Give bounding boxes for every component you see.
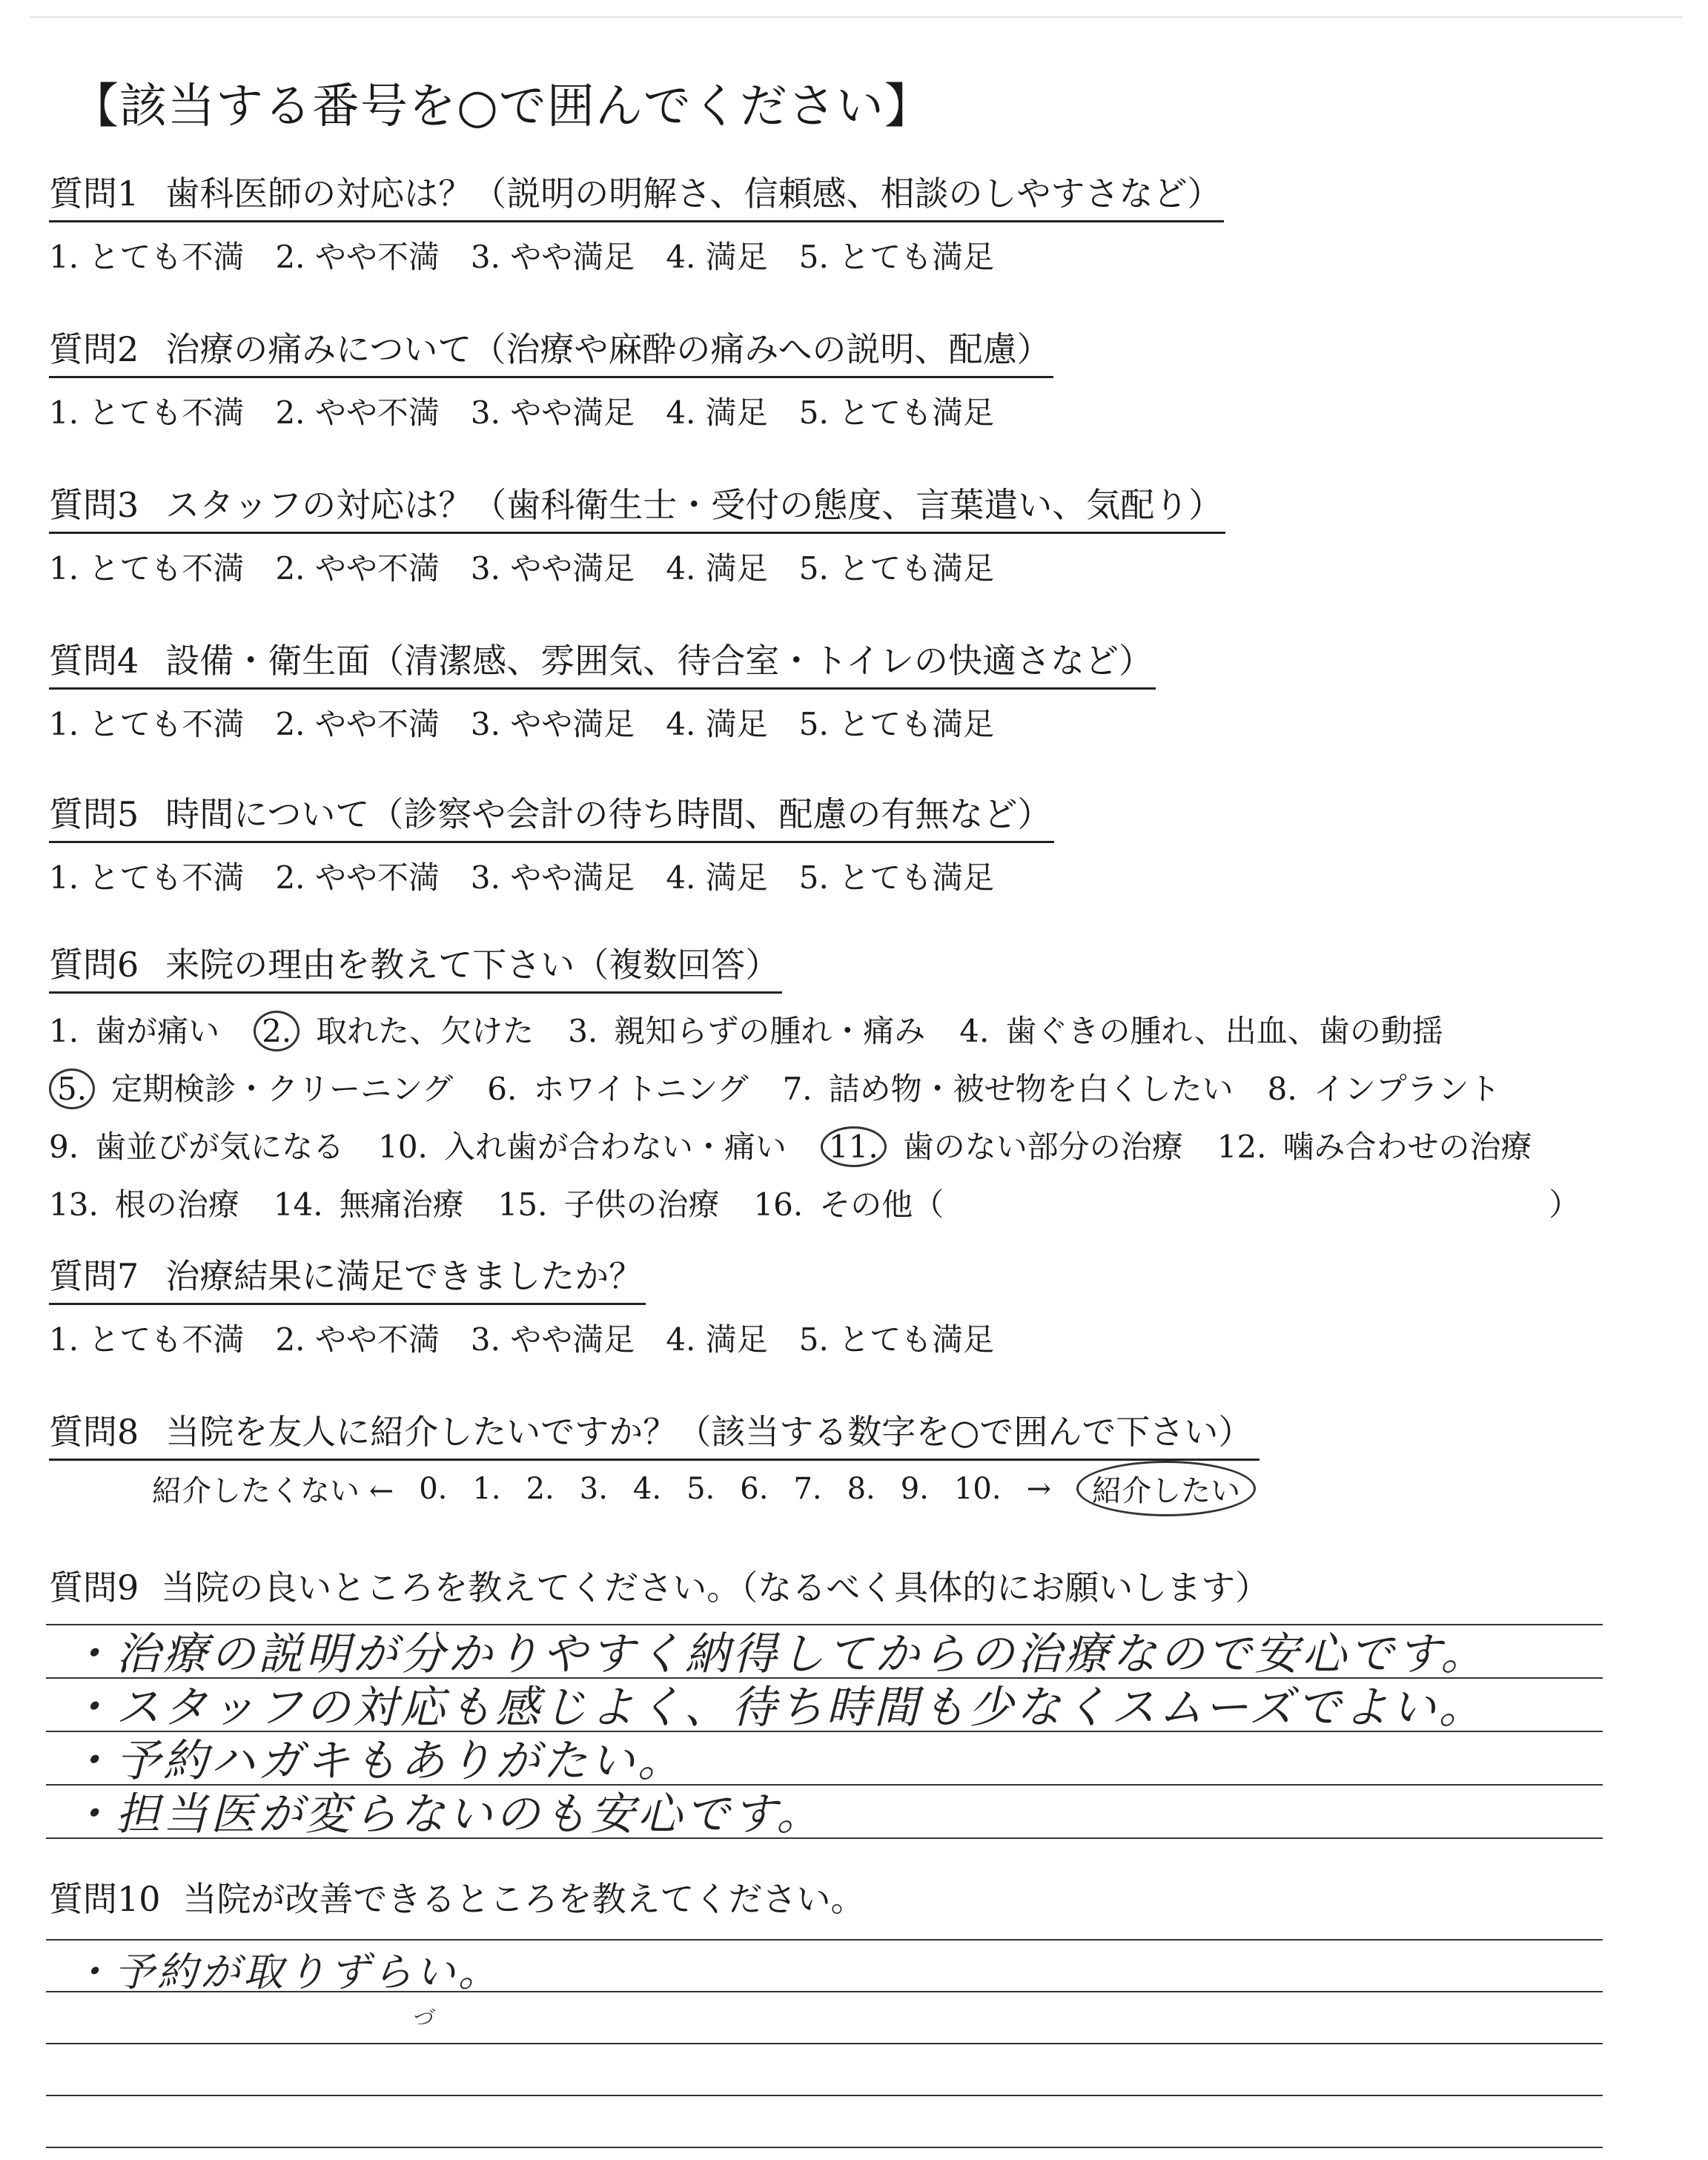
question-number: 質問5 bbox=[49, 794, 139, 834]
question-6 bbox=[49, 938, 1580, 1225]
question-text: 設備・衛生面（清潔感、雰囲気、待合室・トイレの快適さなど） bbox=[165, 641, 1153, 681]
reason-label: 子供の治療 bbox=[563, 1186, 720, 1223]
question-number: 質問3 bbox=[49, 485, 139, 525]
answer-option-selected[interactable]: 4. 満足 bbox=[666, 394, 768, 431]
reason-option[interactable] bbox=[959, 1007, 1443, 1051]
page-title: 【該当する番号を○で囲んでください】 bbox=[71, 79, 933, 134]
answer-option[interactable]: 3. やや満足 bbox=[470, 859, 635, 896]
answer-options bbox=[49, 389, 1053, 433]
reason-label: 噛み合わせの治療 bbox=[1282, 1129, 1532, 1165]
reason-option[interactable] bbox=[498, 1180, 720, 1225]
reason-row bbox=[49, 1065, 1580, 1109]
question-10 bbox=[49, 1872, 865, 1921]
scale-number[interactable]: 5. bbox=[686, 1471, 715, 1506]
reason-option-selected[interactable] bbox=[821, 1123, 1183, 1167]
reason-label: 詰め物・被せ物を白くしたい bbox=[828, 1071, 1234, 1107]
reason-label: その他（ bbox=[819, 1186, 944, 1223]
handwritten-answer[interactable]: ・予約が取りずらい。 bbox=[71, 1949, 501, 1995]
answer-options bbox=[49, 853, 1054, 898]
reason-number: 3. bbox=[568, 1013, 598, 1049]
question-2-header bbox=[49, 323, 1053, 378]
reason-option[interactable] bbox=[1268, 1065, 1500, 1109]
answer-option[interactable]: 4. 満足 bbox=[666, 859, 768, 896]
question-1 bbox=[49, 167, 1224, 277]
answer-option[interactable]: 3. やや満足 bbox=[470, 706, 635, 742]
answer-option[interactable]: 4. 満足 bbox=[666, 1321, 768, 1358]
reason-option[interactable] bbox=[378, 1123, 787, 1167]
question-text: 来院の理由を教えて下さい（複数回答） bbox=[165, 945, 780, 985]
answer-option[interactable]: 4. 満足 bbox=[666, 239, 768, 275]
question-5 bbox=[49, 787, 1054, 898]
question-text: 治療結果に満足できましたか？ bbox=[165, 1256, 643, 1296]
answer-option[interactable]: 4. 満足 bbox=[666, 550, 768, 587]
answer-option[interactable]: 3. やや満足 bbox=[470, 239, 635, 275]
answer-option-selected[interactable]: 5. とても満足 bbox=[798, 239, 995, 275]
answer-option[interactable]: 3. やや満足 bbox=[470, 550, 635, 587]
question-number: 質問6 bbox=[49, 945, 139, 985]
reason-option[interactable] bbox=[274, 1180, 464, 1225]
answer-option[interactable]: 2. やや不満 bbox=[275, 1321, 440, 1358]
question-text: 当院の良いところを教えてください。（なるべく具体的にお願いします） bbox=[161, 1568, 1270, 1608]
scale-number[interactable]: 7. bbox=[793, 1471, 822, 1506]
scale-number[interactable]: 1. bbox=[472, 1471, 501, 1506]
scale-number[interactable]: 8. bbox=[847, 1471, 875, 1506]
answer-line bbox=[46, 2095, 1603, 2096]
handwritten-answer[interactable]: ・治療の説明が分かりやすく納得してからの治療なので安心です。 bbox=[68, 1628, 1489, 1680]
answer-option[interactable]: 3. やや満足 bbox=[470, 1321, 635, 1358]
reason-label: 定期検診・クリーニング bbox=[111, 1071, 454, 1107]
reason-label: 歯並びが気になる bbox=[95, 1129, 345, 1165]
scale-number[interactable]: 4. bbox=[632, 1471, 662, 1506]
reason-label: ホワイトニング bbox=[533, 1071, 749, 1107]
question-text: 当院が改善できるところを教えてください。 bbox=[182, 1879, 865, 1919]
reason-row bbox=[49, 1180, 1580, 1225]
answer-option[interactable]: 1. とても不満 bbox=[49, 239, 245, 275]
handwritten-answer[interactable]: ・担当医が変らないのも安心です。 bbox=[68, 1789, 824, 1840]
question-7 bbox=[49, 1249, 1025, 1360]
reason-number: 14. bbox=[273, 1186, 323, 1223]
question-9 bbox=[49, 1561, 1269, 1610]
reason-number: 6. bbox=[487, 1071, 517, 1107]
answer-option[interactable]: 2. やや不満 bbox=[275, 239, 440, 275]
reason-label: 無痛治療 bbox=[339, 1186, 464, 1223]
question-9-header bbox=[49, 1561, 1269, 1610]
reason-option[interactable] bbox=[487, 1065, 748, 1109]
answer-option[interactable]: 2. やや不満 bbox=[275, 859, 440, 896]
reason-number: 15. bbox=[497, 1186, 548, 1223]
recommend-scale bbox=[152, 1461, 1256, 1516]
scale-arrow: → bbox=[1026, 1471, 1052, 1506]
answer-option[interactable]: 1. とても不満 bbox=[49, 550, 245, 587]
reason-label: 親知らずの腫れ・痛み bbox=[614, 1013, 926, 1049]
scale-number[interactable]: 9. bbox=[900, 1471, 929, 1506]
reason-number: 1. bbox=[49, 1013, 79, 1049]
answer-option[interactable]: 3. やや満足 bbox=[470, 394, 635, 431]
reason-label: 根の治療 bbox=[114, 1186, 239, 1223]
question-number: 質問2 bbox=[49, 329, 139, 369]
question-4 bbox=[49, 634, 1156, 744]
reason-number: 4. bbox=[959, 1013, 990, 1049]
question-number: 質問9 bbox=[49, 1568, 139, 1608]
question-number: 質問1 bbox=[49, 174, 139, 214]
question-6-header bbox=[49, 938, 782, 994]
answer-option[interactable]: 1. とても不満 bbox=[49, 394, 245, 431]
reason-number: 16. bbox=[753, 1186, 804, 1223]
top-border bbox=[30, 16, 1683, 18]
question-number: 質問8 bbox=[49, 1412, 139, 1452]
question-7-header bbox=[49, 1249, 646, 1305]
reason-number: 11. bbox=[821, 1126, 887, 1167]
reason-number: 13. bbox=[49, 1186, 99, 1223]
answer-line bbox=[46, 2043, 1603, 2044]
answer-option[interactable]: 1. とても不満 bbox=[49, 706, 245, 742]
reason-option-selected[interactable] bbox=[254, 1007, 534, 1051]
reason-number: 7. bbox=[782, 1071, 812, 1107]
reason-option[interactable] bbox=[49, 1180, 239, 1225]
question-5-header bbox=[49, 787, 1054, 843]
handwritten-answer[interactable]: ・予約ハガキもありがたい。 bbox=[68, 1735, 685, 1787]
reason-label: 歯が痛い bbox=[95, 1013, 220, 1049]
other-close-paren: ） bbox=[1549, 1186, 1580, 1223]
scale-number[interactable]: 3. bbox=[579, 1471, 608, 1506]
reason-option[interactable] bbox=[49, 1007, 219, 1051]
question-text: 歯科医師の対応は？（説明の明解さ、信頼感、相談のしやすさなど） bbox=[165, 174, 1222, 214]
answer-options bbox=[49, 233, 1224, 277]
question-3 bbox=[49, 478, 1225, 589]
reason-option[interactable] bbox=[568, 1007, 925, 1051]
question-3-header bbox=[49, 478, 1225, 534]
answer-option[interactable]: 2. やや不満 bbox=[275, 394, 440, 431]
scale-number[interactable]: 10. bbox=[953, 1471, 1002, 1506]
reason-row bbox=[49, 1007, 1580, 1051]
answer-line bbox=[46, 2147, 1603, 2148]
question-text: 当院を友人に紹介したいですか？（該当する数字を○で囲んで下さい） bbox=[165, 1412, 1253, 1452]
question-2 bbox=[49, 323, 1053, 433]
answer-option[interactable]: 2. やや不満 bbox=[275, 550, 440, 587]
answer-option-selected[interactable]: 5. とても満足 bbox=[798, 859, 995, 896]
question-text: 時間について（診察や会計の待ち時間、配慮の有無など） bbox=[165, 794, 1052, 834]
reason-label: 歯ぐきの腫れ、出血、歯の動揺 bbox=[1005, 1013, 1443, 1049]
reason-option[interactable] bbox=[1217, 1123, 1532, 1167]
question-number: 質問10 bbox=[49, 1879, 161, 1919]
question-8-header bbox=[49, 1405, 1260, 1461]
reason-number: 2. bbox=[254, 1011, 299, 1051]
answer-option[interactable]: 5. とても満足 bbox=[798, 394, 995, 431]
answer-options bbox=[49, 700, 1156, 744]
scale-left-label: 紹介したくない ← bbox=[152, 1474, 394, 1508]
question-4-header bbox=[49, 634, 1156, 690]
answer-option[interactable]: 1. とても不満 bbox=[49, 859, 245, 896]
reason-label: 歯のない部分の治療 bbox=[902, 1129, 1183, 1165]
answer-option[interactable]: 2. やや不満 bbox=[275, 706, 440, 742]
question-number: 質問4 bbox=[49, 641, 139, 681]
reason-option[interactable] bbox=[49, 1123, 344, 1167]
answer-option-selected[interactable]: 5. とても満足 bbox=[798, 550, 995, 587]
handwritten-answer[interactable]: ・スタッフの対応も感じよく、待ち時間も少なくスムーズでよい。 bbox=[68, 1682, 1486, 1734]
answer-options bbox=[49, 1315, 1025, 1360]
answer-option-selected[interactable]: 5. とても満足 bbox=[798, 706, 995, 742]
reason-label: 取れた、欠けた bbox=[316, 1013, 534, 1049]
scale-number[interactable]: 6. bbox=[740, 1471, 769, 1506]
question-1-header bbox=[49, 167, 1224, 222]
reason-number: 5. bbox=[49, 1069, 95, 1109]
question-8 bbox=[49, 1405, 1260, 1461]
reason-option[interactable] bbox=[783, 1065, 1234, 1109]
question-text: スタッフの対応は？（歯科衛生士・受付の態度、言葉遣い、気配り） bbox=[165, 485, 1223, 525]
answer-options bbox=[49, 544, 1225, 589]
scale-number[interactable]: 2. bbox=[526, 1471, 555, 1506]
reason-label: インプラント bbox=[1313, 1071, 1500, 1107]
reason-option-selected[interactable] bbox=[49, 1065, 453, 1109]
question-10-header bbox=[49, 1872, 865, 1921]
reason-row bbox=[49, 1123, 1580, 1167]
reason-number: 9. bbox=[49, 1129, 79, 1165]
answer-option-selected[interactable]: 5. とても満足 bbox=[798, 1321, 995, 1358]
reason-number: 12. bbox=[1217, 1129, 1267, 1165]
reason-number: 8. bbox=[1267, 1071, 1297, 1107]
scale-number[interactable]: 0. bbox=[419, 1471, 448, 1506]
question-text: 治療の痛みについて（治療や麻酔の痛みへの説明、配慮） bbox=[165, 329, 1051, 369]
answer-option[interactable]: 4. 満足 bbox=[666, 706, 768, 742]
reason-label: 入れ歯が合わない・痛い bbox=[443, 1129, 787, 1165]
reason-option[interactable] bbox=[753, 1180, 944, 1225]
question-number: 質問7 bbox=[49, 1256, 139, 1296]
handwritten-correction: づ bbox=[411, 2006, 433, 2030]
reason-number: 10. bbox=[378, 1129, 428, 1165]
answer-option[interactable]: 1. とても不満 bbox=[49, 1321, 245, 1358]
scale-right-label-circled[interactable]: 紹介したい bbox=[1076, 1461, 1256, 1516]
